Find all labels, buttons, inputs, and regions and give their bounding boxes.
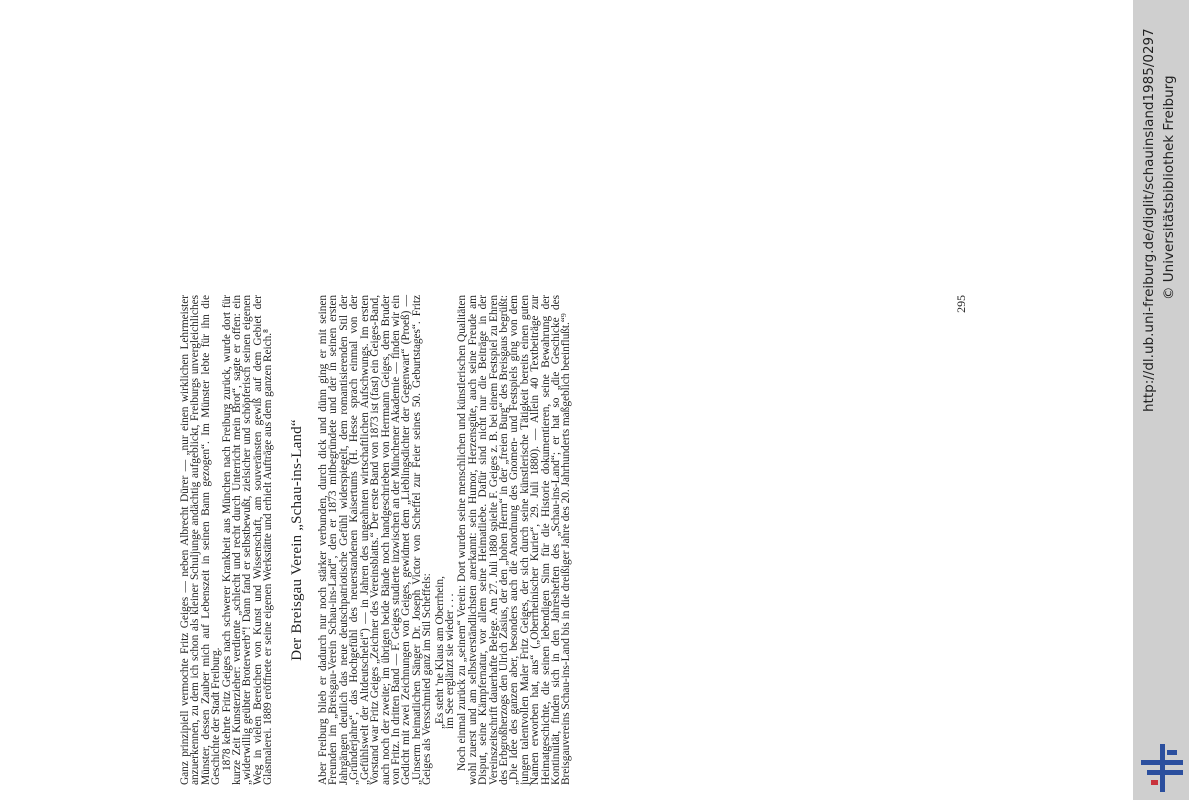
text-column <box>179 295 968 785</box>
rotated-page-content <box>179 295 968 785</box>
paragraph-verein-return: Noch einmal zurück zu „seinem“ Verein: Dort wurden seine menschlichen und künstlerischen Qualitäten wohl zuerst und am selbstverständlichsten anerkannt: sein Humor, Herzensgüte, auch seine Freude am Disput, seine Kämpfernatur, vor allem seine Heimatliebe. Dafür sind nicht nur die Beiträge in der Vereinszeitschrift dauerhafte Belege. Am 27. Juli 1880 spielte F. Geiges z. B. bei einem Festspiel zu Ehren des Erbgroßherzogs den Ulrich Zasius, der den „hohen Herrn“ in der „freien Burg“ des Breisgaus begrüßt: „Die Idee des ganzen aber, besonders auch die Anordnung des Gnomen- und Festspiels ging von dem jungen talentvollen Maler Fritz Geiges, der sich durch seine künstlerische Tätigkeit bereits einen guten Namen erworben hat, aus“ („Oberrheinischer Kurier“, 29. Juli 1880). — Allein 40 Textbeiträge zur Heimatgeschichte, die seinen lebendigen Sinn für die Historie dokumentieren, seine Bewahrung der Kontinuität, finden sich in den Jahresheften des „Schau-ins-Land“; er hat so „die Geschicke des Breisgauvereins Schau-ins-Land bis in die dreißiger Jahre des 20. Jahrhunderts maßgeblich beeinflußt.“⁹ <box>456 295 573 785</box>
paragraph-1878: 1878 kehrte Fritz Geiges nach schwerer Krankheit aus München nach Freiburg zurück, wurde dort für kurze Zeit Kunsterzieher: verdiente „schlecht und recht durch Unterricht mein Brot“, sagte er offen: ein „widerwillig geübter Broterwerb“! Dann fand er selbstbewußt, zielsicher und schöpferisch seinen eigenen Weg in vielen Bereichen von Kunst und Wissenschaft, am souveränsten gewiß auf dem Gebiet der Glasmalerei. 1889 eröffnete er seine eigenen Werkstätte und erhielt Aufträge aus dem ganzen Reich.⁸ <box>220 295 275 785</box>
source-url-link[interactable]: http://dl.ub.uni-freiburg.de/diglit/schauinsland1985/0297 <box>1141 28 1157 412</box>
page-number: 295 <box>953 295 968 313</box>
intro-paragraph: Ganz prinzipiell vermochte Fritz Geiges — neben Albrecht Dürer — „nur einen wirklichen Lehrmeister anzuerkennen, zu dem ich schon als kleiner Schuljunge andächtig aufgeblickt, Freiburgs unvergleichliches Münster, dessen Zauber mich auf Lebenszeit in seinen Bann gezogen“. Im Münster lebte für ihn die Geschichte der Stadt Freiburg. <box>179 295 223 785</box>
paragraph-breisgau-verein: Aber Freiburg blieb er dadurch nur noch stärker verbunden, durch dick und dünn ging er mit seinen Freunden im „Breisgau-Verein Schau-ins-Land“, den er 1873 mitbegründete und der in seinen ersten Jahrgängen deutlich das neue deutschpatriotische Gefühl widerspiegelt, dem romantisierenden Stil der „Gründerjahre“, das Hochgefühl des neuerstandenen Kaisertums (H. Hesse sprach einmal von der „Gefühlswelt der Altdeutschelei“) — in Jahren des ungeahnten wirtschaftlichen Aufschwungs. Im ersten Vorstand war Fritz Geiges „Zeichner des Vereinsblatts.“ Der erste Band von 1873 ist (fast) ein Geiges-Band, auch noch der zweite; im übrigen beide Bände noch handgeschrieben von Herrmann Geiges, dem Bruder von Fritz. In dritten Band — F. Geiges studierte inzwischen an der Münchener Akademie — finden wir ein Gedicht mit zwei Zeichnungen von Geiges, gewidmet dem „Lieblingsdichter der Gegenwart“ (Proeß) — „Unserm heimatlichen Sänger Dr. Joseph Victor von Scheffel zur Feier seines 50. Geburtstages“. Fritz Geiges als Versschmied ganz im Stil Scheffels: <box>317 295 434 785</box>
university-library-logo-icon <box>1141 744 1183 792</box>
section-heading: Der Breisgau Verein „Schau-ins-Land“ <box>288 419 305 661</box>
logo-red-mark <box>1151 780 1158 785</box>
logo-horizontal-bar-top <box>1167 750 1177 755</box>
logo-vertical-bar <box>1160 744 1165 792</box>
verse-quote <box>435 295 456 785</box>
logo-horizontal-bar-1 <box>1141 760 1183 765</box>
verse-line-2: im See erglänzt sie wieder . . . <box>443 593 456 729</box>
logo-horizontal-bar-2 <box>1147 770 1183 775</box>
copyright-notice: © Universitätsbibliothek Freiburg <box>1161 75 1177 300</box>
verse-line-1: „Es steht 'ne Klaus am Oberrhein, <box>433 576 446 729</box>
sidebar-text-area <box>1133 0 1189 800</box>
